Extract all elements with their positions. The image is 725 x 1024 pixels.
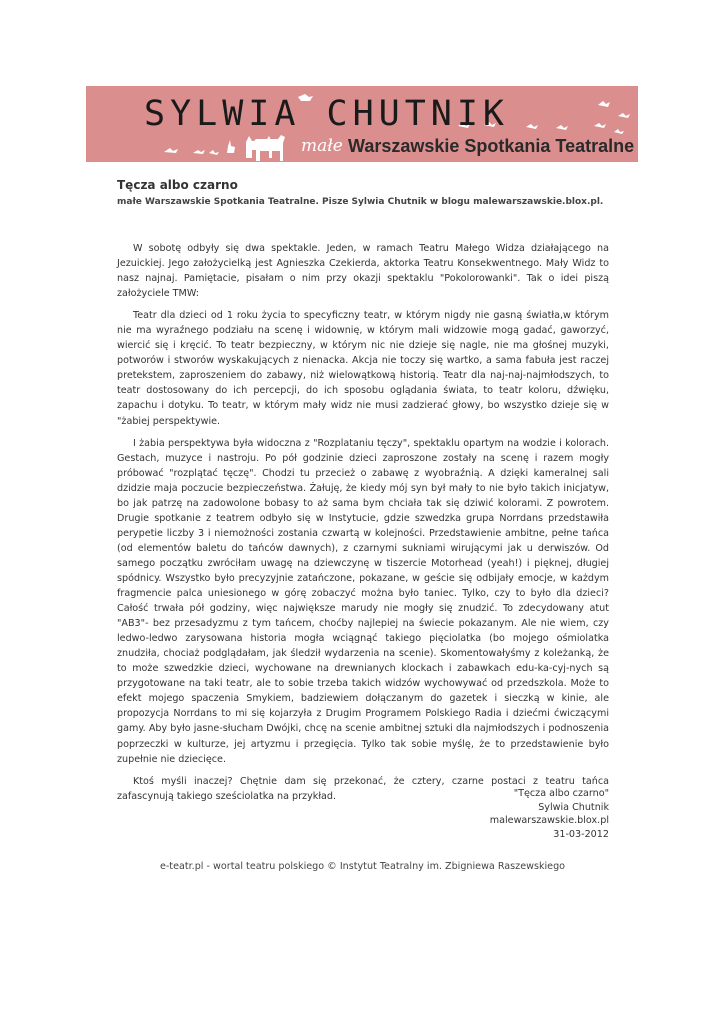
page-footer: e-teatr.pl - wortal teatru polskiego © Instytut Teatralny im. Zbigniewa Raszewskiego [159, 861, 566, 872]
banner-author-name: SYLWIA CHUTNIK [144, 94, 510, 134]
bird-icon [526, 124, 538, 129]
article-paragraph: Ktoś myśli inaczej? Chętnie dam się przekonać, że cztery, czarne postaci z teatru tańca zafascynują takiego sześciolatka na przykład. [117, 775, 609, 802]
banner-subtitle: Warszawskie Spotkania Teatralne [348, 136, 635, 156]
bird-icon [556, 125, 568, 130]
article-subtitle: małe Warszawskie Spotkania Teatralne. Pisze Sylwia Chutnik w blogu malewarszawskie.blox.pl. [117, 197, 604, 207]
rabbit-icon [227, 140, 235, 153]
article-signature [490, 787, 609, 841]
header-banner [86, 86, 638, 162]
article-title: Tęcza albo czarno [117, 178, 238, 192]
article-paragraph: W sobotę odbyły się dwa spektakle. Jeden, w ramach Teatru Małego Widza działającego na Jezuickiej. Jego założycielką jest Agnieszka Czekierda, aktorka Teatru Konsekwentnego. Mały Widz to nasz najnaj. Pamiętacie, pisałam o nim przy okazji spektaklu "Pokolorowanki". Tak o idei piszą założyciele TMW: [117, 243, 609, 300]
bird-icon [193, 150, 205, 154]
banner-male-label: małe [301, 136, 343, 156]
bird-icon [614, 129, 624, 134]
signature-source: malewarszawskie.blox.pl [489, 815, 609, 826]
bird-icon [164, 148, 178, 153]
signature-author: Sylwia Chutnik [538, 801, 609, 813]
bird-icon [598, 101, 610, 107]
signature-title: "Tęcza albo czarno" [513, 788, 609, 799]
article-paragraph: I żabia perspektywa była widoczna z "Rozplataniu tęczy", spektaklu opartym na wodzie i kolorach. Gestach, muzyce i nastroju. Po pół godzinie dzieci zaproszone zostały na scenę i razem mogły próbować "rozplątać tęczę". Chodzi tu przecież o zabawę z wyobraźnią. A dzięki kameralnej sali dzidzie maja poczucie bezpieczeństwa. Żałuję, że kiedy mój syn był mały to nie było takich inicjatyw, bo jak patrzę na zadowolone bobasy to aż sama bym chciała tak się dziwić kolorami. Z powrotem. Drugie spotkanie z teatrem odbyło się w Instytucie, gdzie szwedzka grupa Norrdans przedstawiła perypetie liczby 3 i niemożności zostania czwartą w kolejności. Przedstawienie ambitne, pełne tańca (od elementów baletu do tańców dawnych), z czarnymi sukniami wirującymi jak u derwiszów. Od samego początku zwróciłam uwagę na dziewczynę w tiszercie Motorhead (yeah!) i pięknej, długiej spódnicy. Wszystko było precyzyjnie zatańczone, pokazane, w geście się odbijały emocje, w każdym fragmencie palca uniesionego w górę zobaczyć można było taniec. Tylko, czy to było dla dzieci? Całość trwała pół godziny, więc największe marudy nie mogły się znudzić. To zdecydowany atut "AB3"- bez przesadyzmu z tym tańcem, choćby najlepiej na świecie pokazanym. Ale nie wiem, czy ledwo-ledwo zarysowana historia mogła wciągnąć takiego pięciolatka (bo mojego ośmiolatka znudziła, chociaż podglądałam, jak śledził wydarzenia na scenie). Skomentowałyśmy z koleżanką, że to może szwedzkie dzieci, wychowane na drewnianych klockach i zabawkach edu-ka-cyj-nych są przygotowane na taki teatr, ale to sobie trzeba takich widzów wychowywać od przedszkola. Może to efekt mojego spaczenia Smykiem, badziewiem dołączanym do gazetek i sieczką w kinie, ale propozycja Norrdans to mi się kojarzyła z Drugim Programem Polskiego Radia i dziećmi ćwiczącymi gamy. Aby było jasne-słucham Dwójki, chcę na scenie ambitnej sztuki dla najmłodszych i podnoszenia poprzeczki w kulturze, jej artyzmu i przegięcia. Tylko tak sobie myślę, że to przedstawienie było zupełnie nie dziecięce. [117, 437, 609, 765]
bird-icon [594, 123, 606, 128]
bird-icon [618, 113, 630, 118]
bird-icon [209, 150, 219, 155]
signature-date: 31-03-2012 [553, 828, 609, 840]
article-paragraph: Teatr dla dzieci od 1 roku życia to specyficzny teatr, w którym nigdy nie gasną światła,w którym nie ma wyraźnego podziału na scenę i widownię, w którym mali widzowie mogą gadać, gaworzyć, wiercić się i kręcić. To teatr bezpieczny, w którym nic nie dzieje się nagle, nie ma głośnej muzyki, potworów i stworów wyskakujących z nienacka. Akcja nie toczy się wartko, a sama fabuła jest raczej pretekstem, zaproszeniem do zabawy, niż wielowątkową historią. Teatr dla naj-naj-najmłodszych, to teatr dostosowany do ich percepcji, do ich sposobu oglądania świata, to teatr koloru, dźwięku, zapachu i dotyku. To teatr, w którym mały widz nie musi zadzierać głowy, bo wszystko dzieje się w "żabiej perspektywie. [117, 310, 609, 427]
article-body [117, 241, 609, 811]
